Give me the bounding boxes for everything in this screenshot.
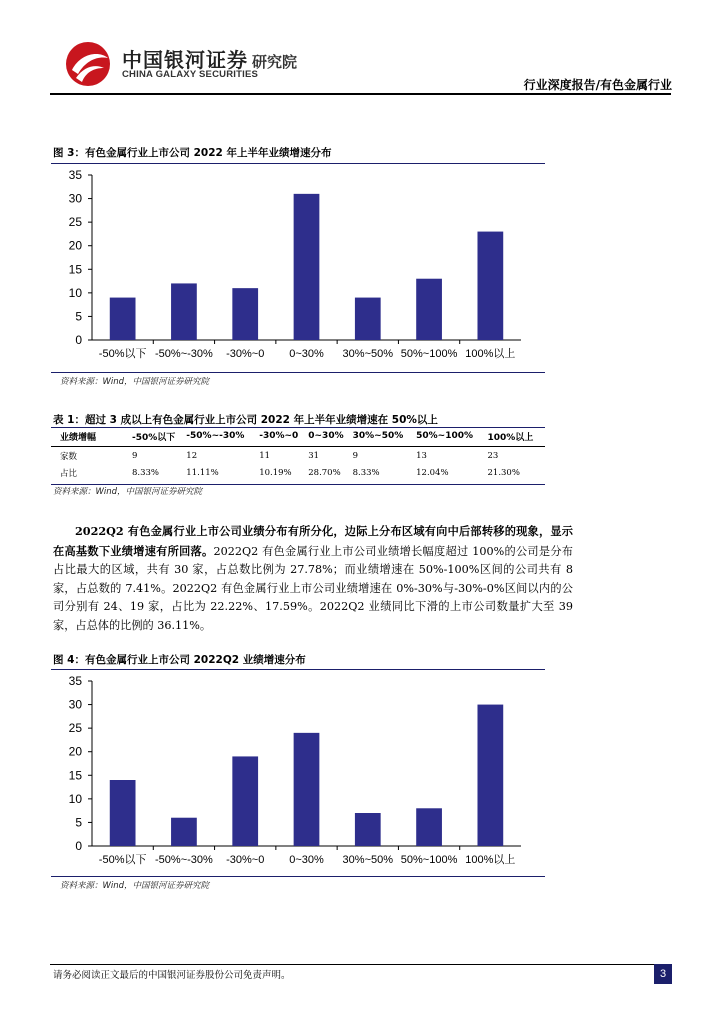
figure3-top-rule (51, 163, 545, 164)
figure4-y-tick-label: 5 (75, 815, 82, 830)
figure4-x-tick-label: 50%~100% (400, 854, 458, 866)
figure4-bar (477, 705, 503, 846)
paragraph-lead: 2022Q2 有色金属行业上市公司业绩分布有所分化，边际上分布区域有向中后部转移的现象，显示在高基数下业绩增速有所回落。 (53, 524, 573, 558)
logo-chinese-name: 中国银河证券 (122, 48, 248, 72)
table-cell: 21.30% (487, 467, 520, 478)
table-cell: 11.11% (186, 467, 219, 478)
footer-disclaimer: 请务必阅读正文最后的中国银河证券股份公司免责声明。 (53, 970, 291, 981)
figure4-bottom-rule (51, 876, 545, 877)
table1 (51, 426, 545, 481)
figure3-bar (232, 288, 258, 340)
figure3-x-tick-label: 0~30% (289, 348, 324, 360)
figure3-y-tick-label: 0 (75, 333, 82, 347)
figure4-y-tick-label: 30 (68, 697, 82, 712)
table-header-cell: -50%以下 (132, 426, 186, 447)
table-cell: 9 (352, 450, 359, 461)
footer-divider (50, 964, 671, 965)
figure3-bar (110, 298, 136, 340)
figure4-bar (110, 780, 136, 846)
figure4-y-tick-label: 0 (75, 839, 82, 853)
table-header-cell: 30%~50% (353, 426, 417, 447)
table-cell: 8.33% (352, 467, 380, 478)
galaxy-logo-icon (64, 40, 112, 88)
page-number: 3 (654, 964, 672, 984)
table-cell: 13 (416, 450, 427, 461)
logo-institute: 研究院 (252, 53, 298, 71)
table-header-cell: 0~30% (308, 426, 352, 447)
figure4-y-tick-label: 10 (68, 791, 82, 806)
table-cell: 31 (308, 450, 320, 461)
table-cell: 28.70% (308, 467, 341, 478)
table-cell: 家数 (60, 451, 78, 462)
figure3-y-tick-label: 30 (68, 191, 82, 206)
report-type: 行业深度报告/有色金属行业 (523, 78, 672, 92)
figure3-bar (171, 283, 197, 340)
table-row (51, 464, 545, 481)
table-cell: 9 (132, 450, 138, 461)
figure4-y-tick-label: 35 (68, 674, 82, 688)
figure4-bar (294, 733, 320, 846)
table-header-row (51, 426, 545, 447)
paragraph-body: 2022Q2 有色金属行业上市公司业绩增长幅度超过 100%的公司是分布占比最大的区域，共有 30 家，占总数比例为 27.78%；而业绩增速在 50%-100%区间的公司共有 8 家，占总数的 7.41%。2022Q2 有色金属行业上市公司业绩增速在 0%-30%与-30%-0%区间以内的公司分别有 24、19 家，占比为 22.22%、17.59%。2022Q2 业绩同比下滑的上市公司数量扩大至 39 家，占总体的比例的 36.11%。 (53, 544, 573, 632)
figure3-y-tick-label: 5 (75, 309, 82, 324)
table-cell: 23 (487, 450, 499, 461)
figure4-y-tick-label: 25 (68, 721, 82, 736)
figure3-x-tick-label: 100%以上 (465, 348, 516, 360)
figure4-top-rule (51, 669, 545, 670)
figure4-x-tick-label: -50%以下 (98, 854, 147, 866)
figure3-y-tick-label: 20 (68, 238, 82, 253)
figure4-y-tick-label: 20 (68, 744, 82, 759)
figure4-x-tick-label: 0~30% (289, 854, 324, 866)
figure3-y-tick-label: 10 (68, 285, 82, 300)
figure3-bar (294, 194, 320, 340)
figure3-title: 图 3：有色金属行业上市公司 2022 年上半年业绩增速分布 (53, 147, 332, 159)
table-header-cell: 50%~100% (416, 426, 487, 447)
figure3-x-tick-label: 50%~100% (400, 348, 458, 360)
figure4-bar (232, 756, 258, 846)
figure4-title: 图 4：有色金属行业上市公司 2022Q2 业绩增速分布 (53, 654, 306, 666)
figure4-source: 资料来源：Wind，中国银河证券研究院 (60, 881, 210, 891)
figure3-chart (51, 165, 545, 365)
table-cell: 占比 (60, 468, 78, 479)
figure4-chart (51, 671, 545, 871)
table-cell: 11 (259, 450, 271, 461)
logo-english-name: CHINA GALAXY SECURITIES (122, 69, 259, 80)
figure4-bar (171, 818, 197, 846)
figure4-x-tick-label: 100%以上 (465, 854, 516, 866)
table-header-cell: 业绩增幅 (51, 426, 132, 447)
table-header-cell: 100%以上 (488, 426, 546, 447)
table1-title: 表 1：超过 3 成以上有色金属行业上市公司 2022 年上半年业绩增速在 50%以上 (53, 414, 438, 426)
table-cell: 12.04% (416, 467, 449, 478)
figure3-y-tick-label: 25 (68, 215, 82, 230)
table-cell: 10.19% (259, 467, 292, 478)
figure3-bar (477, 232, 503, 340)
figure3-bar (416, 279, 442, 340)
figure4-x-tick-label: 30%~50% (342, 854, 394, 866)
figure3-bar (355, 298, 381, 340)
figure4-x-tick-label: -50%~-30% (155, 854, 213, 866)
table-header-cell: -30%~0 (259, 426, 308, 447)
table-row (51, 447, 545, 465)
figure3-source: 资料来源：Wind，中国银河证券研究院 (60, 377, 210, 387)
header-divider (50, 93, 671, 95)
figure4-x-tick-label: -30%~0 (226, 854, 265, 866)
table-cell: 8.33% (132, 467, 160, 478)
figure3-x-tick-label: -50%~-30% (155, 348, 213, 360)
figure4-bar (355, 813, 381, 846)
figure3-x-tick-label: 30%~50% (342, 348, 394, 360)
figure3-x-tick-label: -30%~0 (226, 348, 265, 360)
table1-source: 资料来源：Wind，中国银河证券研究院 (53, 487, 203, 497)
figure3-y-tick-label: 35 (68, 168, 82, 182)
table-header-cell: -50%~-30% (186, 426, 259, 447)
figure3-y-tick-label: 15 (68, 262, 82, 277)
table-cell: 12 (186, 450, 198, 461)
figure4-y-tick-label: 15 (68, 768, 82, 783)
figure3-bottom-rule (51, 372, 545, 373)
figure3-x-tick-label: -50%以下 (98, 348, 147, 360)
figure4-bar (416, 808, 442, 846)
body-paragraph (53, 522, 573, 636)
